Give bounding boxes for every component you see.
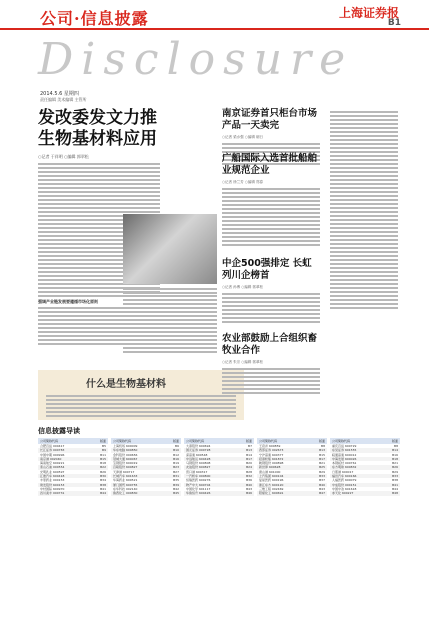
index-column [111, 438, 181, 496]
page-ref: B20 [246, 461, 252, 466]
article-3-headline: 中企500强排定 长虹列川企榜首 [222, 258, 312, 281]
feature-box-headline: 什么是生物基材料 [86, 379, 166, 390]
table-row[interactable] [184, 491, 254, 495]
page-ref: B16 [392, 452, 398, 457]
company-name: 三维工程 002469 [259, 486, 284, 491]
page-ref: B33 [392, 474, 398, 479]
header-page: 版面 [245, 439, 252, 443]
lead-headline: 发改委发文力推生物基材料应用 [38, 108, 157, 149]
company-name: 唐山港 601000 [259, 469, 281, 474]
company-name: 中国中冶 601618 [332, 486, 357, 491]
article-4-headline: 农业部鼓励上合组织畜牧业合作 [222, 333, 318, 356]
company-name: 华海药业 600521 [113, 478, 138, 483]
page-ref: B29 [392, 469, 398, 474]
page-ref: B14 [246, 452, 252, 457]
header-company: 公司简称代码 [40, 439, 59, 443]
company-name: 友谊股份 600827 [186, 465, 211, 470]
company-name: 长城汽车 601633 [113, 474, 138, 479]
company-name: 光明乳业 600597 [40, 469, 65, 474]
section-title: 公司·信息披露 [40, 9, 149, 28]
article-4 [222, 333, 320, 396]
company-name: 东吴证券 601555 [332, 448, 357, 453]
company-name: 百联股份 600827 [113, 465, 138, 470]
page-ref: B6 [175, 444, 179, 448]
header-company: 公司简称代码 [186, 439, 205, 443]
company-name: 一汽轿车 000800 [186, 474, 211, 479]
company-name: 大商股份 600694 [186, 444, 211, 448]
page-ref: B32 [246, 474, 252, 479]
page-ref: B8 [394, 444, 398, 448]
company-name: 中成股份 000151 [332, 482, 357, 487]
header-page: 版面 [318, 439, 325, 443]
page-ref: B8 [321, 444, 325, 448]
company-name: 新世界 600628 [259, 465, 281, 470]
header-page: 版面 [391, 439, 398, 443]
company-name: 营口港 600317 [186, 469, 208, 474]
lead-subhead: 强调产业链发展要遵循市场化原则 [38, 299, 98, 304]
masthead [0, 0, 429, 105]
page-ref: B41 [392, 482, 398, 487]
article-2-byline: ○记者 徐兰芳 ○编辑 郑春 [222, 180, 263, 184]
page-ref: B12 [173, 452, 179, 457]
table-row[interactable] [38, 491, 108, 495]
company-name: 宁沪高速 600377 [259, 452, 284, 457]
company-name: 中海发展 600026 [332, 456, 357, 461]
page-ref: B25 [319, 465, 325, 470]
article-2-headline: 广船国际入选首批船舶业规范企业 [222, 153, 318, 176]
page-ref: B19 [173, 461, 179, 466]
company-name: 南京港 002040 [40, 456, 62, 461]
index-title: 信息披露导读 [38, 427, 80, 435]
company-name: 江淮汽车 600418 [40, 474, 65, 479]
company-name: 厦门国贸 600755 [113, 482, 138, 487]
company-name: 中材国际 600970 [40, 486, 65, 491]
page-ref: B10 [173, 448, 179, 453]
company-name: 华鲁恒升 600426 [186, 491, 211, 496]
company-name: 物产中大 600704 [186, 482, 211, 487]
header-company: 公司简称代码 [332, 439, 351, 443]
page-ref: B7 [248, 444, 252, 448]
page-ref: B40 [319, 482, 325, 487]
page-ref: B26 [392, 465, 398, 470]
page-ref: B13 [319, 448, 325, 453]
company-name: 冠城大通 600067 [113, 456, 138, 461]
page-ref: B16 [173, 456, 179, 461]
company-name: 皖通高速 600012 [332, 452, 357, 457]
page-ref: B44 [392, 486, 398, 491]
page-ref: B38 [100, 482, 106, 487]
company-name: 建发股份 600153 [40, 482, 65, 487]
company-name: 福田汽车 600166 [332, 474, 357, 479]
company-name: 中远航运 600428 [186, 456, 211, 461]
lead-article-continued [123, 292, 217, 355]
disclosure-banner: Disclosure [38, 34, 354, 85]
index-column [38, 438, 108, 496]
page-ref: B27 [173, 469, 179, 474]
company-name: 王府井 600859 [259, 444, 281, 448]
page-ref: B30 [100, 474, 106, 479]
company-name: 东华科技 002140 [113, 486, 138, 491]
company-name: 长江证券 000783 [40, 448, 65, 453]
company-name: 浙江东方 600120 [259, 482, 284, 487]
company-name: 马钢股份 600808 [186, 461, 211, 466]
company-name: 中国化学 601117 [186, 486, 211, 491]
page-ref: B43 [246, 486, 252, 491]
page-ref: B28 [246, 469, 252, 474]
table-row[interactable] [330, 491, 400, 495]
header-company: 公司简称代码 [113, 439, 132, 443]
company-name: 合肥百货 000417 [40, 444, 65, 448]
page-ref: B22 [100, 465, 106, 470]
index-column [257, 438, 327, 496]
page-ref: B38 [392, 478, 398, 483]
issue-date: 2014.5.6 星期四 [40, 91, 79, 97]
article-4-byline: ○记者 朱宗 ○编辑 郭翠松 [222, 360, 263, 364]
company-name: 招商轮船 601872 [259, 456, 284, 461]
page-label: B1 [387, 18, 401, 28]
company-name: 四川美丰 000731 [40, 491, 65, 496]
table-row[interactable] [111, 491, 181, 495]
issue-meta: 责任编辑 美术编辑 主管所 [40, 97, 87, 102]
company-name: 重庆百货 600729 [332, 444, 357, 448]
page-ref: B21 [392, 461, 398, 466]
company-name: 天津港 600717 [113, 469, 135, 474]
page-ref: B21 [319, 461, 325, 466]
company-name: 赤天化 600227 [332, 491, 354, 496]
page-ref: B18 [100, 461, 106, 466]
page-ref: B18 [392, 456, 398, 461]
page-ref: B41 [100, 486, 106, 491]
page-ref: B24 [246, 465, 252, 470]
article-3 [222, 258, 320, 325]
page-ref: B11 [100, 452, 106, 457]
page-ref: B46 [246, 491, 252, 496]
company-name: 鲁西化工 000830 [113, 491, 138, 496]
company-name: 国元证券 000728 [186, 448, 211, 453]
page-ref: B29 [319, 469, 325, 474]
company-name: 丰原药业 000153 [40, 478, 65, 483]
page-ref: B17 [319, 456, 325, 461]
article-1-headline: 南京证券首只柜台市场产品一天卖完 [222, 108, 318, 131]
company-name: 鞍钢股份 000898 [259, 461, 284, 466]
page-ref: B17 [246, 456, 252, 461]
page-ref: B37 [319, 478, 325, 483]
company-name: 泰山石油 000554 [40, 465, 65, 470]
header-page: 版面 [99, 439, 106, 443]
article-photo [123, 214, 217, 284]
masthead-rule [0, 28, 429, 30]
newspaper-logo: 上海证券报 [338, 6, 399, 20]
company-name: 宝钢股份 600019 [113, 461, 138, 466]
index-columns [38, 438, 400, 496]
table-row[interactable] [257, 491, 327, 495]
company-name: 上海机场 600009 [113, 444, 138, 448]
page-ref: B34 [100, 478, 106, 483]
company-name: 深高速 600548 [186, 452, 208, 457]
page-ref: B15 [319, 452, 325, 457]
company-name: 金科股份 000656 [113, 452, 138, 457]
page-ref: B33 [319, 474, 325, 479]
page-ref: B15 [100, 456, 106, 461]
company-name: 人福医药 600079 [332, 478, 357, 483]
page-ref: B42 [173, 486, 179, 491]
index-column [184, 438, 254, 496]
article-1-byline: ○记者 梁水强 ○编辑 朝日 [222, 135, 263, 139]
page-ref: B13 [246, 448, 252, 453]
disclosure-index [38, 426, 400, 616]
page-ref: B9 [102, 448, 106, 453]
company-name: 复星医药 600196 [259, 478, 284, 483]
page-ref: B26 [100, 469, 106, 474]
page-ref: B39 [173, 482, 179, 487]
company-name: 东方明珠 600832 [332, 465, 357, 470]
article-2 [222, 153, 320, 248]
article-3-byline: ○记者 孙博 ○编辑 郭翠松 [222, 285, 263, 289]
page-ref: B47 [319, 491, 325, 496]
page-ref: B43 [319, 486, 325, 491]
right-column-text [330, 108, 398, 311]
index-column [330, 438, 400, 496]
page-ref: B35 [173, 478, 179, 483]
page-ref: B5 [102, 444, 106, 448]
page-ref: B48 [392, 491, 398, 496]
company-name: 日照港 600017 [332, 469, 354, 474]
page-ref: B36 [246, 478, 252, 483]
page-ref: B14 [392, 448, 398, 453]
company-name: 恒瑞医药 600276 [186, 478, 211, 483]
company-name: 华东电脑 600850 [113, 448, 138, 453]
company-name: 中国中期 000996 [40, 452, 65, 457]
header-company: 公司简称代码 [259, 439, 278, 443]
page-ref: B45 [173, 491, 179, 496]
company-name: 阳煤化工 600691 [259, 491, 284, 496]
company-name: 上汽集团 600104 [259, 474, 284, 479]
company-name: 西部证券 002673 [259, 448, 284, 453]
page-ref: B23 [173, 465, 179, 470]
page-ref: B40 [246, 482, 252, 487]
page-ref: B31 [173, 474, 179, 479]
company-name: 海南航空 600221 [40, 461, 65, 466]
company-name: 本钢板材 000761 [332, 461, 357, 466]
header-page: 版面 [172, 439, 179, 443]
lead-byline: ○记者 于祥明 ○编辑 郭翠松 [38, 154, 89, 159]
page-ref: B44 [100, 491, 106, 496]
